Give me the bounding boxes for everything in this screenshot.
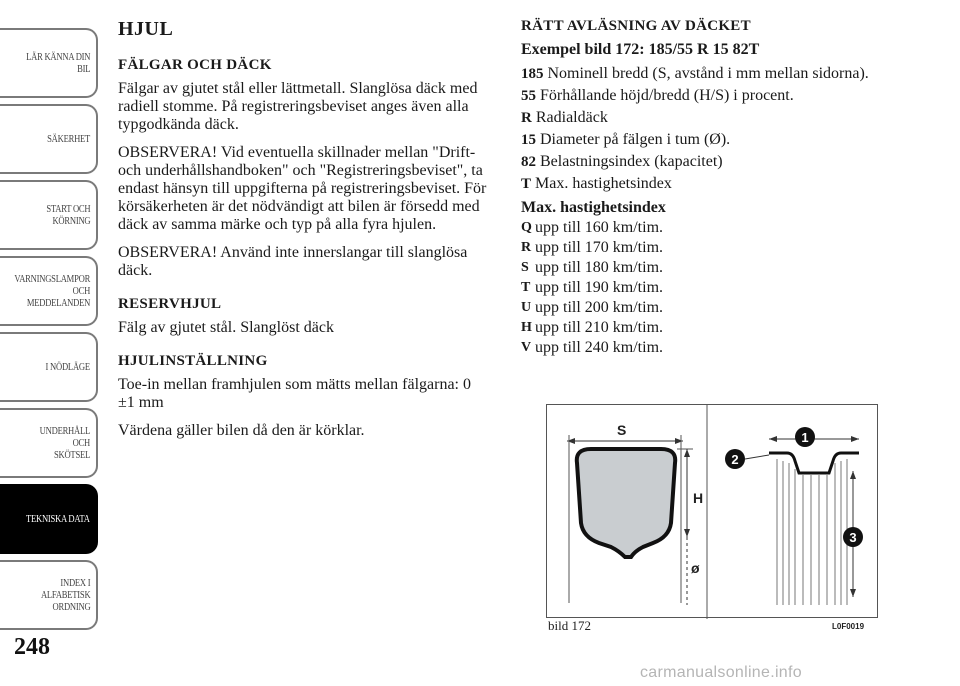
speed-index-definition: upp till 210 km/tim.	[535, 319, 664, 336]
speed-index-definition: upp till 190 km/tim.	[535, 279, 664, 296]
tab-label: LÄR KÄNNA DIN BIL	[25, 51, 90, 75]
rims-paragraph-1: Fälgar av gjutet stål eller lättmetall. Slanglösa däck med radiell stomme. På registreringsbeviset anges även alla typgodkända däck.	[118, 80, 478, 133]
alignment-heading: HJULINSTÄLLNING	[118, 353, 268, 369]
tab-label: INDEX I ALFABETISK ORDNING	[40, 577, 90, 613]
tyre-code-item	[521, 175, 891, 193]
alignment-paragraph-1: Toe-in mellan framhjulen som mätts mellan fälgarna: 0 ±1 mm	[118, 376, 471, 411]
speed-index-key: U	[521, 300, 532, 315]
speed-index-key: Q	[521, 220, 532, 235]
tyre-code-list	[521, 65, 891, 193]
tyre-code-item	[521, 65, 891, 83]
tyre-code-key: 82	[521, 154, 536, 170]
label-h: H	[693, 490, 704, 506]
speed-index-item	[521, 279, 891, 296]
tyre-code-definition: Radialdäck	[535, 109, 608, 126]
tab-sakerhet[interactable]	[0, 104, 98, 174]
tab-index[interactable]	[0, 560, 98, 630]
tyre-code-item	[521, 109, 891, 127]
chapter-tabs	[0, 0, 100, 640]
page-number: 248	[14, 634, 50, 660]
tab-lar-kanna-din-bil[interactable]	[0, 28, 98, 98]
rims-paragraph-2: OBSERVERA! Vid eventuella skillnader mellan "Drift- och underhållshandboken" och "Registreringsbeviset", ta endast hänsyn till uppgifterna på registreringsbeviset. För körsäkerheten är det nödvändigt att bilen är försedd med däck av samma märke och typ på alla fyra hjulen.	[118, 144, 487, 233]
speed-index-item	[521, 299, 891, 316]
speed-index-definition: upp till 200 km/tim.	[535, 299, 664, 316]
tab-i-nodlage[interactable]	[0, 332, 98, 402]
speed-index-definition: upp till 170 km/tim.	[535, 239, 664, 256]
tab-label: TEKNISKA DATA	[26, 513, 90, 525]
tab-varningslampor[interactable]	[0, 256, 98, 326]
tyre-figure	[546, 404, 878, 618]
speed-index-item	[521, 319, 891, 336]
tyre-diagram	[547, 405, 879, 619]
spare-paragraph: Fälg av gjutet stål. Slanglöst däck	[118, 319, 334, 336]
rims-paragraph-3: OBSERVERA! Använd inte innerslangar till slanglösa däck.	[118, 244, 468, 279]
tyre-code-key: 185	[521, 66, 544, 82]
spare-heading: RESERVHJUL	[118, 296, 222, 312]
watermark: carmanualsonline.info	[640, 664, 802, 681]
speed-index-item	[521, 239, 891, 256]
callout-2: 2	[731, 452, 739, 467]
label-diameter: ø	[691, 560, 700, 576]
callout-1: 1	[801, 430, 809, 445]
speed-index-key: V	[521, 340, 532, 355]
tyre-code-definition: Belastningsindex (kapacitet)	[540, 153, 723, 170]
callout-3: 3	[849, 530, 857, 545]
tab-label: SÄKERHET	[47, 133, 90, 145]
speed-index-key: H	[521, 320, 532, 335]
tab-label: I NÖDLÄGE	[45, 361, 90, 373]
speed-index-definition: upp till 180 km/tim.	[535, 259, 664, 276]
tyre-code-definition: Nominell bredd (S, avstånd i mm mellan sidorna).	[547, 65, 869, 82]
speed-index-definition: upp till 160 km/tim.	[535, 219, 664, 236]
figure-caption: bild 172	[548, 618, 591, 633]
tyre-reading-heading: RÄTT AVLÄSNING AV DÄCKET	[521, 18, 751, 34]
tyre-code-key: 55	[521, 88, 536, 104]
tab-underhall-och-skotsel[interactable]	[0, 408, 98, 478]
tab-start-och-korning[interactable]	[0, 180, 98, 250]
left-column	[118, 18, 490, 450]
tab-label: UNDERHÅLL OCH SKÖTSEL	[39, 425, 90, 461]
tyre-code-item	[521, 153, 891, 171]
speed-index-list	[521, 219, 891, 356]
speed-index-item	[521, 339, 891, 356]
speed-index-heading: Max. hastighetsindex	[521, 199, 666, 216]
figure-code: L0F0019	[832, 622, 865, 631]
tyre-code-item	[521, 131, 891, 149]
right-column	[521, 18, 891, 359]
tyre-code-item	[521, 87, 891, 105]
tyre-example: Exempel bild 172: 185/55 R 15 82T	[521, 41, 760, 58]
page-title: HJUL	[118, 18, 174, 40]
tyre-code-definition: Förhållande höjd/bredd (H/S) i procent.	[540, 87, 794, 104]
speed-index-key: R	[521, 240, 532, 255]
tyre-code-definition: Diameter på fälgen i tum (Ø).	[540, 131, 731, 148]
speed-index-definition: upp till 240 km/tim.	[535, 339, 664, 356]
alignment-paragraph-2: Värdena gäller bilen då den är körklar.	[118, 422, 365, 439]
speed-index-item	[521, 259, 891, 276]
tyre-code-key: 15	[521, 132, 536, 148]
rims-heading: FÄLGAR OCH DÄCK	[118, 57, 272, 73]
tab-label: VARNINGSLAMPOR OCH MEDDELANDEN	[14, 273, 90, 309]
label-s: S	[617, 422, 627, 438]
speed-index-key: S	[521, 260, 529, 275]
tab-label: START OCH KÖRNING	[46, 203, 90, 227]
speed-index-key: T	[521, 280, 531, 295]
speed-index-item	[521, 219, 891, 236]
tyre-code-key: R	[521, 110, 532, 126]
tab-tekniska-data[interactable]	[0, 484, 98, 554]
tyre-code-key: T	[521, 176, 532, 192]
tyre-code-definition: Max. hastighetsindex	[535, 175, 672, 192]
